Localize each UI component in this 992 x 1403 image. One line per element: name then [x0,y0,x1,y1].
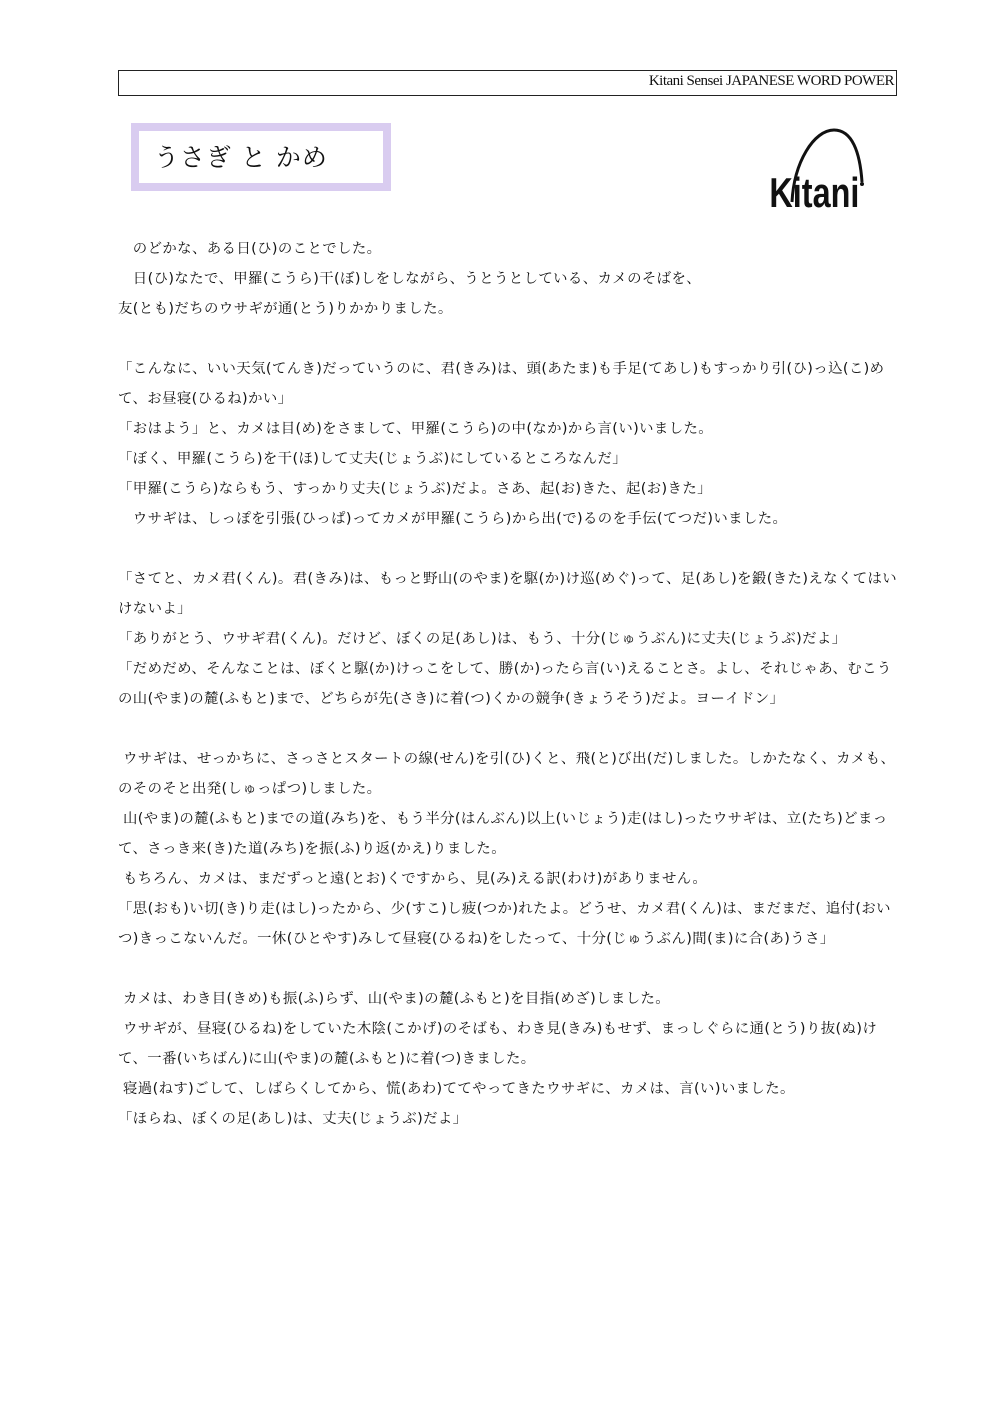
story-paragraph: もちろん、カメは、まだずっと遠(とお)くですから、見(み)える訳(わけ)がありません。 [118,871,708,887]
story-paragraph: 「ほらね、ぼくの足(あし)は、丈夫(じょうぶ)だよ」 [118,1111,468,1127]
story-paragraph: 「甲羅(こうら)ならもう、すっかり丈夫(じょうぶ)だよ。さあ、起(お)きた、起(お)きた」 [118,481,712,497]
story-paragraph: ウサギが、昼寝(ひるね)をしていた木陰(こかげ)のそばも、わき見(きみ)もせず、まっしぐらに通(とう)り抜(ぬ)けて、一番(いちばん)に山(やま)の麓(ふもと)に着(つ)きました。 [118,1021,878,1067]
story-paragraph: 「さてと、カメ君(くん)。君(きみ)は、もっと野山(のやま)を駆(か)け巡(めぐ)って、足(あし)を鍛(きた)えなくてはいけないよ」 [118,571,898,617]
kitani-logo-icon [764,122,874,214]
logo-dot [860,182,864,186]
story-paragraph: 「こんなに、いい天気(てんき)だっていうのに、君(きみ)は、頭(あたま)も手足(てあし)もすっかり引(ひ)っ込(こ)めて、お昼寝(ひるね)かい」 [118,361,885,407]
story-paragraph: 寝過(ねす)ごして、しばらくしてから、慌(あわ)ててやってきたウサギに、カメは、言(い)いました。 [118,1081,795,1097]
blank-line [118,954,900,984]
story-paragraph: 日(ひ)なたで、甲羅(こうら)干(ぼ)しをしながら、うとうとしている、カメのそばを、 友(とも)だちのウサギが通(とう)りかかりました。 [118,271,702,317]
story-paragraph: のどかな、ある日(ひ)のことでした。 [118,241,382,257]
story-paragraph: 「おはよう」と、カメは目(め)をさまして、甲羅(こうら)の中(なか)から言(い)いました。 [118,421,714,437]
logo-text: Kitani [769,169,860,214]
story-paragraph: 「思(おも)い切(き)り走(はし)ったから、少(すこ)し疲(つか)れたよ。どうせ、カメ君(くん)は、まだまだ、追付(おいつ)きっこないんだ。一休(ひとやす)みして昼寝(ひるね)をしたって、十分(じゅうぶん)間(ま)に合(あ)うさ」 [118,901,891,947]
story-paragraph: 「だめだめ、そんなことは、ぼくと駆(か)けっこをして、勝(か)ったら言(い)えることさ。よし、それじゃあ、むこうの山(やま)の麓(ふもと)まで、どちらが先(さき)に着(つ)くかの競争(きょうそう)だよ。ヨーイドン」 [118,661,892,707]
blank-line [118,534,900,564]
blank-line [118,714,900,744]
story-body [118,234,900,1134]
story-paragraph: 山(やま)の麓(ふもと)までの道(みち)を、もう半分(はんぶん)以上(いじょう)走(はし)ったウサギは、立(たち)どまって、さっき来(き)た道(みち)を振(ふ)り返(かえ)りました。 [118,811,888,857]
story-paragraph: カメは、わき目(きめ)も振(ふ)らず、山(やま)の麓(ふもと)を目指(めざ)しました。 [118,991,671,1007]
story-paragraph: ウサギは、しっぽを引張(ひっぱ)ってカメが甲羅(こうら)から出(で)るのを手伝(てつだ)いました。 [118,511,788,527]
blank-line [118,324,900,354]
story-title: うさぎ と かめ [154,143,328,172]
header-box [118,70,897,96]
story-paragraph: 「ぼく、甲羅(こうら)を干(ほ)して丈夫(じょうぶ)にしているところなんだ」 [118,451,628,467]
story-paragraph: 「ありがとう、ウサギ君(くん)。だけど、ぼくの足(あし)は、もう、十分(じゅうぶん)に丈夫(じょうぶ)だよ」 [118,631,847,647]
title-frame [131,123,391,191]
story-paragraph: ウサギは、せっかちに、さっさとスタートの線(せん)を引(ひ)くと、飛(と)び出(だ)しました。しかたなく、カメも、のそのそと出発(しゅっぱつ)しました。 [118,751,896,797]
header-title: Kitani Sensei JAPANESE WORD POWER [648,73,894,89]
